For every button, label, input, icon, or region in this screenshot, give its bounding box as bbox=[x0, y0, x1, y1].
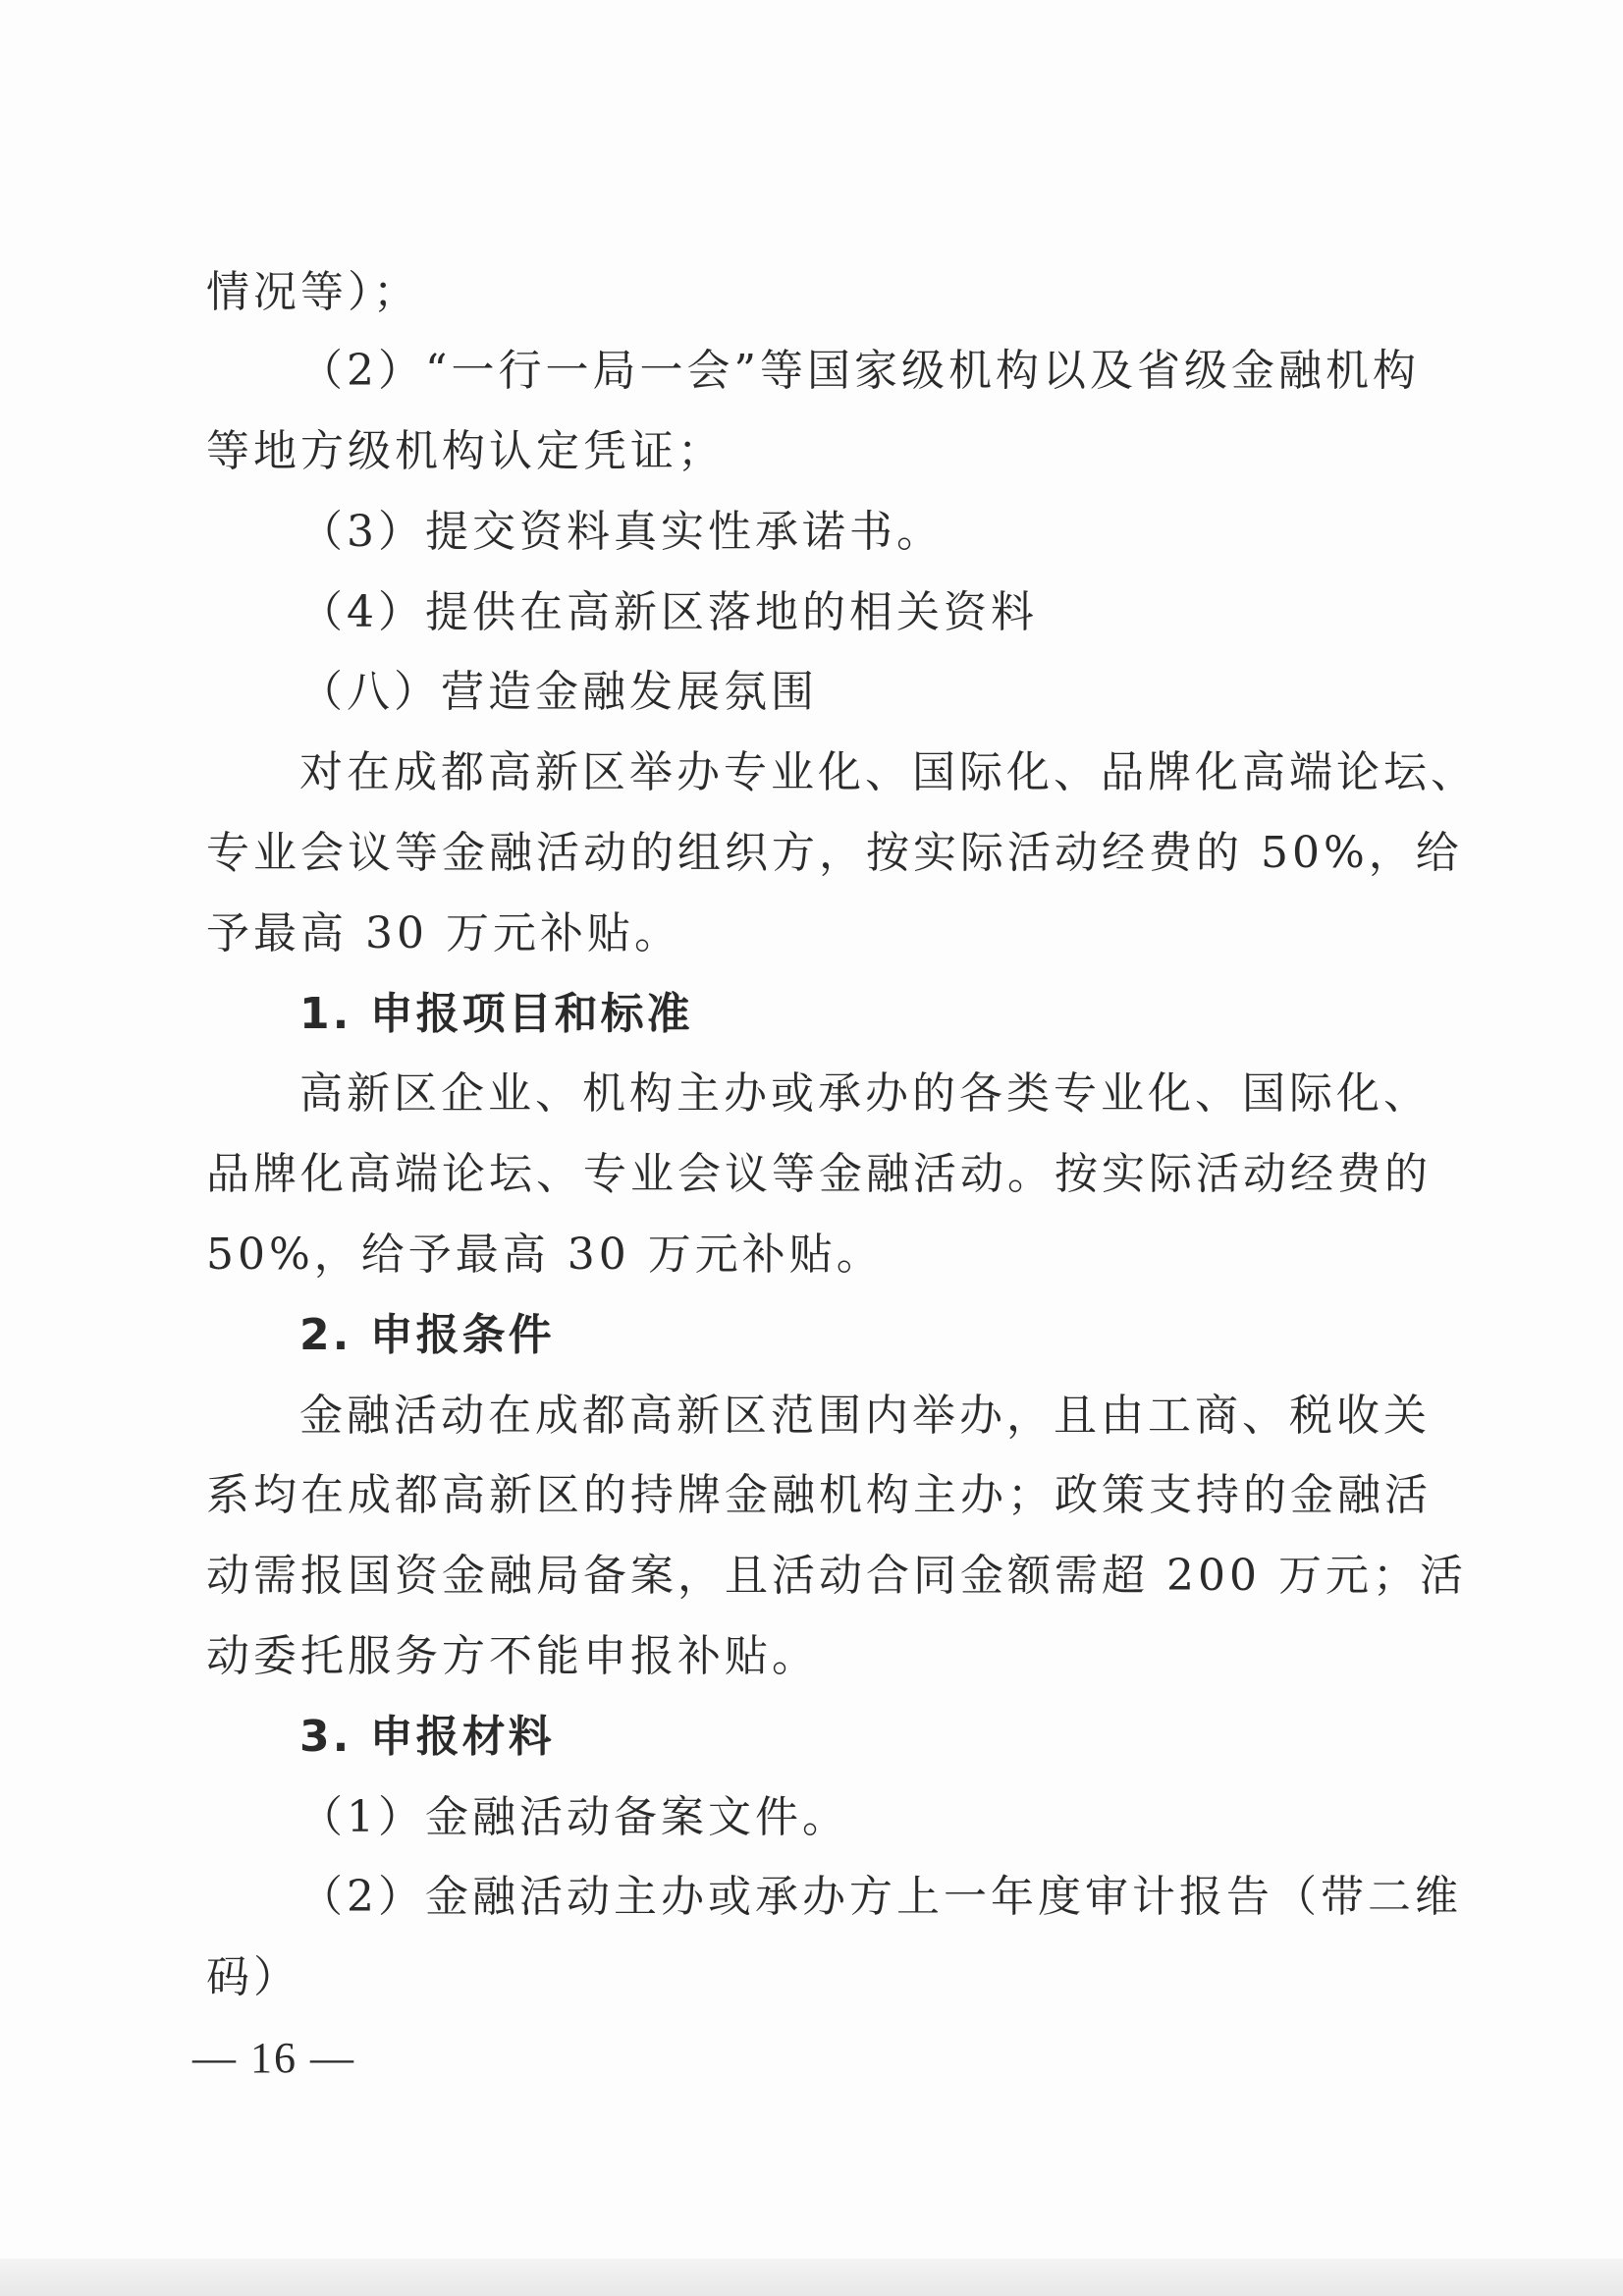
text-line: （1）金融活动备案文件。 bbox=[299, 1792, 849, 1842]
text-line: （2）金融活动主办或承办方上一年度审计报告（带二维 bbox=[299, 1872, 1462, 1922]
text-line: 高新区企业、机构主办或承办的各类专业化、国际化、 bbox=[299, 1068, 1431, 1119]
text-line: 专业会议等金融活动的组织方，按实际活动经费的 50%，给 bbox=[206, 828, 1463, 878]
text-line: （4）提供在高新区落地的相关资料 bbox=[299, 587, 1038, 637]
text-line: 品牌化高端论坛、专业会议等金融活动。按实际活动经费的 bbox=[206, 1149, 1432, 1199]
text-line: 50%，给予最高 30 万元补贴。 bbox=[206, 1230, 884, 1280]
text-line: （2）“一行一局一会”等国家级机构以及省级金融机构 bbox=[299, 346, 1420, 396]
text-line: 金融活动在成都高新区范围内举办，且由工商、税收关 bbox=[299, 1391, 1431, 1441]
subsection-heading: 1. 申报项目和标准 bbox=[299, 989, 693, 1039]
text-line: 等地方级机构认定凭证； bbox=[206, 426, 725, 476]
page-number: — 16 — bbox=[192, 2034, 355, 2082]
text-line: 系均在成都高新区的持牌金融机构主办；政策支持的金融活 bbox=[206, 1470, 1432, 1520]
text-line: 码） bbox=[206, 1952, 300, 2002]
text-line: 对在成都高新区举办专业化、国际化、品牌化高端论坛、 bbox=[299, 747, 1478, 797]
text-line: （3）提交资料真实性承诺书。 bbox=[299, 507, 944, 557]
section-heading: （八）营造金融发展氛围 bbox=[299, 667, 818, 717]
text-line: 情况等）； bbox=[206, 267, 420, 317]
text-line: 动需报国资金融局备案，且活动合同金额需超 200 万元；活 bbox=[206, 1551, 1467, 1601]
text-line: 动委托服务方不能申报补贴。 bbox=[206, 1631, 819, 1681]
scan-bottom-edge bbox=[0, 2259, 1623, 2296]
subsection-heading: 2. 申报条件 bbox=[299, 1310, 555, 1360]
subsection-heading: 3. 申报材料 bbox=[299, 1712, 555, 1762]
text-line: 予最高 30 万元补贴。 bbox=[206, 908, 681, 958]
